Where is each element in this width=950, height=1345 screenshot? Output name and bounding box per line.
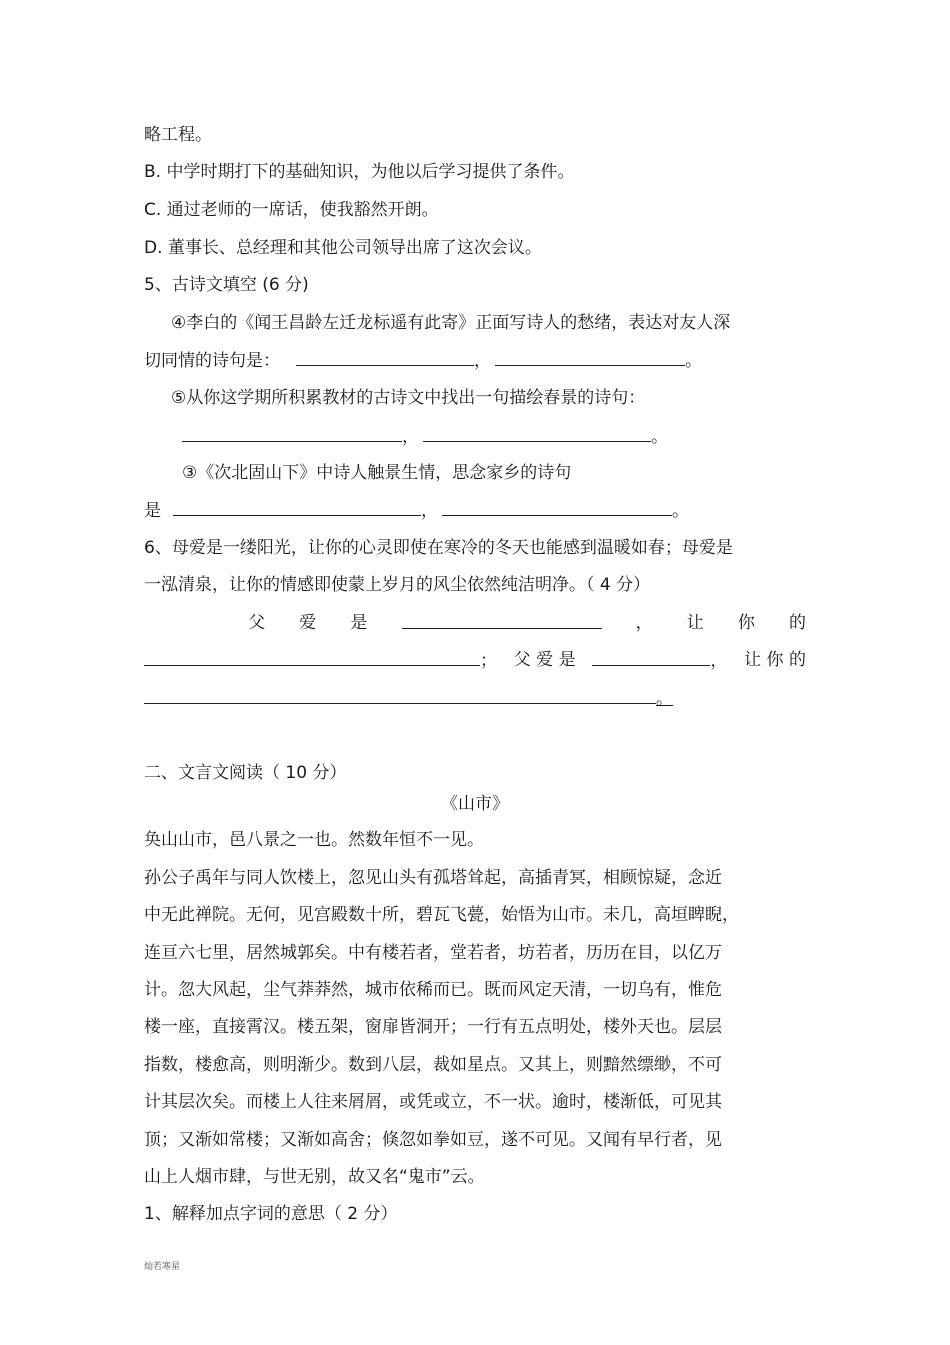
- answer-blank[interactable]: [144, 649, 480, 666]
- rang-ni-de: 让 你 的: [744, 650, 806, 670]
- q5-item-b-line1: ⑤从你这学期所积累教材的古诗文中找出一句描绘春景的诗句：: [171, 388, 646, 408]
- question-6-line2: 一泓清泉，让你的情感即使蒙上岁月的风尘依然纯洁明净。（ 4 分）: [144, 575, 651, 595]
- char: 你: [737, 613, 755, 633]
- char: 的: [789, 613, 806, 633]
- answer-blank[interactable]: [423, 425, 651, 442]
- q6-answer-line2: [144, 649, 806, 672]
- option-c: C. 通过老师的一席话，使我豁然开朗。: [144, 200, 439, 220]
- answer-blank[interactable]: [402, 612, 602, 629]
- q6-answer-line3: [144, 687, 673, 710]
- passage-line: 楼一座，直接霄汉。楼五架，窗扉皆洞开；一行有五点明处，楼外天也。层层: [144, 1017, 722, 1037]
- question-5-title: 5、古诗文填空 (6 分): [144, 275, 309, 295]
- passage-line: 中无此禅院。无何，见宫殿数十所，碧瓦飞甍，始悟为山市。未几，高垣睥睨，: [144, 905, 739, 925]
- period: 。: [656, 689, 673, 709]
- answer-blank[interactable]: [495, 349, 685, 366]
- char: 爱: [299, 613, 317, 633]
- answer-blank[interactable]: [442, 499, 672, 516]
- passage-line: 顶；又渐如常楼；又渐如高舍；倏忽如拳如豆，遂不可见。又闻有早行者，见: [144, 1130, 722, 1150]
- q5-item-c-prefix: 是: [144, 501, 161, 521]
- comma: ，: [402, 427, 419, 447]
- answer-blank[interactable]: [296, 349, 474, 366]
- q5-item-c-line1: ③《次北固山下》中诗人触景生情，思念家乡的诗句: [182, 463, 572, 483]
- char: 是: [350, 613, 368, 633]
- question-1-title: 1、解释加点字词的意思（ 2 分）: [144, 1204, 398, 1224]
- page-footer: 灿若寒星: [144, 1262, 181, 1272]
- q5-item-a-line2: [144, 349, 702, 372]
- period: 。: [672, 501, 689, 521]
- fu-ai-shi: 父 爱 是: [513, 650, 576, 670]
- question-6-line1: 6、母爱是一缕阳光，让你的心灵即使在寒冷的冬天也能感到温暖如春；母爱是: [144, 538, 733, 558]
- option-d: D. 董事长、总经理和其他公司领导出席了这次会议。: [144, 238, 542, 258]
- comma: ，: [421, 501, 438, 521]
- option-b: B. 中学时期打下的基础知识，为他以后学习提供了条件。: [144, 162, 575, 182]
- period: 。: [651, 427, 668, 447]
- passage-line: 连亘六七里，居然城郭矣。中有楼若者，堂若者，坊若者，历历在目，以亿万: [144, 943, 722, 963]
- passage-paragraph-1: 奂山山市，邑八景之一也。然数年恒不一见。: [144, 830, 484, 850]
- char: ，: [635, 613, 653, 633]
- answer-blank[interactable]: [144, 687, 656, 704]
- passage-line: 计。忽大风起，尘气莽莽然，城市依稀而已。既而风定天清，一切乌有，惟危: [144, 980, 722, 1000]
- text-line: 略工程。: [144, 125, 212, 145]
- passage-line: 山上人烟市肆，与世无别，故又名“鬼市”云。: [144, 1167, 485, 1187]
- char: 父: [248, 613, 266, 633]
- passage-title: 《山市》: [441, 794, 509, 814]
- q6-answer-line1: [144, 612, 806, 634]
- passage-line: 计其层次矣。而楼上人往来屑屑，或凭或立，不一状。逾时，楼渐低，可见其: [144, 1092, 722, 1112]
- section-2-heading: 二、文言文阅读（ 10 分）: [144, 763, 347, 783]
- passage-line: 指数，楼愈高，则明渐少。数到八层，裁如星点。又其上，则黯然缥缈，不可: [144, 1055, 722, 1075]
- answer-blank[interactable]: [182, 425, 402, 442]
- q5-item-a-line1: ④李白的《闻王昌龄左迁龙标遥有此寄》正面写诗人的愁绪，表达对友人深: [171, 313, 731, 333]
- comma: ，: [710, 651, 728, 671]
- answer-blank[interactable]: [592, 649, 710, 666]
- q5-item-c-answer-line: [144, 499, 689, 522]
- passage-line: 孙公子禹年与同人饮楼上，忽见山头有孤塔耸起，高插青冥，相顾惊疑，念近: [144, 868, 722, 888]
- comma: ，: [474, 351, 491, 371]
- period: 。: [685, 351, 702, 371]
- q5-item-a-prompt: 切同情的诗句是：: [144, 351, 280, 371]
- char: 让: [686, 613, 704, 633]
- answer-blank[interactable]: [173, 499, 421, 516]
- q5-item-b-answer-line: [182, 425, 668, 448]
- semicolon: ；: [480, 651, 497, 671]
